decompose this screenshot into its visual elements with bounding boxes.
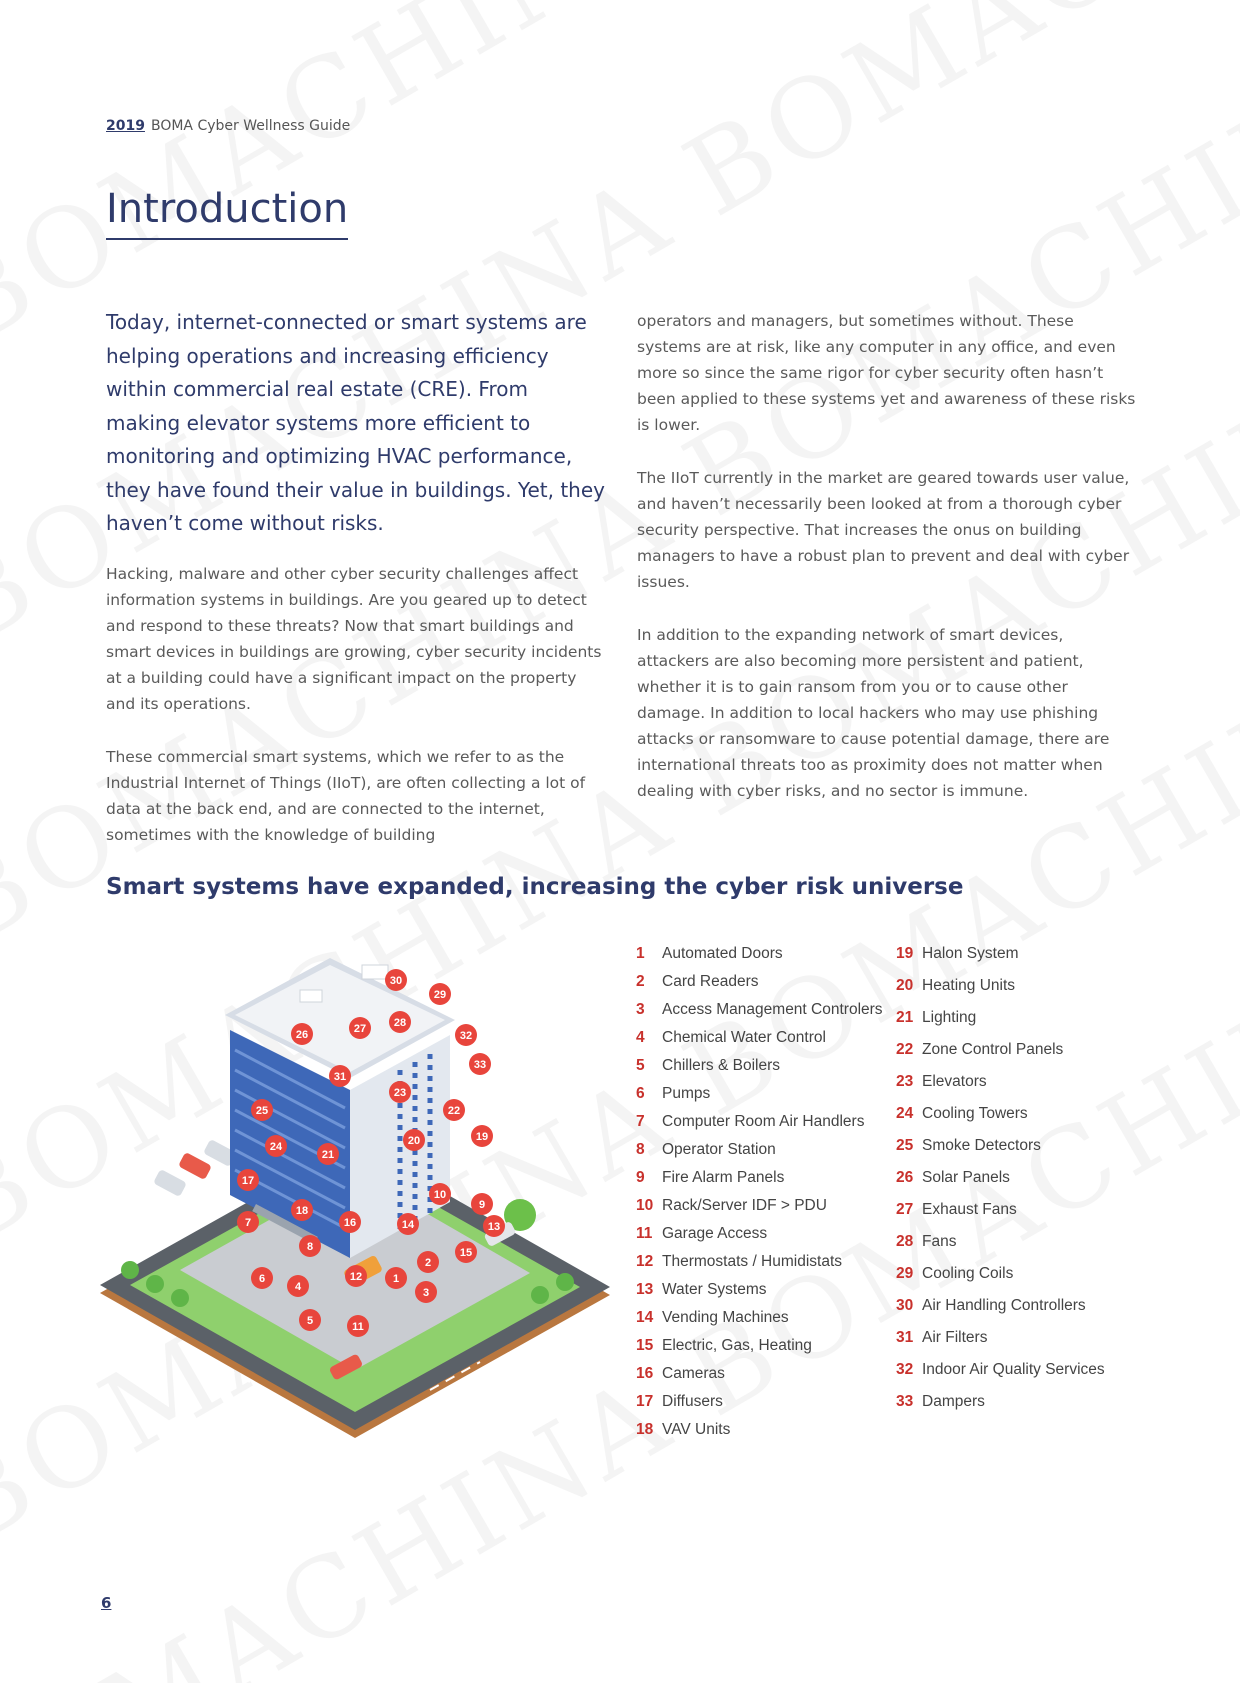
svg-text:22: 22 [447,1105,461,1117]
legend-item [636,973,883,1001]
legend-item [896,1201,1105,1233]
page-number: 6 [101,1594,112,1612]
car-icon [153,1169,187,1197]
legend-item [636,1169,883,1197]
legend-item [896,1073,1105,1105]
marker-5 [299,1309,321,1331]
legend-item [636,1393,883,1421]
legend-number: 32 [896,1361,914,1378]
legend-number: 5 [636,1057,645,1074]
legend-column-1 [636,945,883,1449]
smart-building-illustration [100,940,630,1440]
legend-item [636,1001,883,1029]
svg-text:15: 15 [459,1247,473,1259]
legend-column-2 [896,945,1105,1425]
marker-22 [443,1099,465,1121]
section-title: Smart systems have expanded, increasing the cyber risk universe [106,874,964,900]
marker-21 [317,1143,339,1165]
marker-25 [251,1099,273,1121]
legend-label: Exhaust Fans [922,1201,1017,1218]
svg-text:17: 17 [241,1175,255,1187]
legend-item [636,1365,883,1393]
running-header [106,118,350,134]
svg-text:13: 13 [487,1221,501,1233]
marker-11 [347,1315,369,1337]
legend-number: 25 [896,1137,914,1154]
marker-27 [349,1017,371,1039]
marker-9 [471,1193,493,1215]
svg-text:33: 33 [473,1059,487,1071]
legend-item [896,1233,1105,1265]
marker-30 [385,969,407,991]
svg-text:9: 9 [478,1199,486,1211]
svg-text:7: 7 [244,1217,252,1229]
legend-item [636,1029,883,1057]
legend-label: Zone Control Panels [922,1041,1064,1058]
svg-text:6: 6 [258,1273,266,1285]
svg-text:3: 3 [422,1287,430,1299]
legend-number: 27 [896,1201,914,1218]
tree-icon [146,1275,164,1293]
tree-icon [121,1261,139,1279]
legend-number: 22 [896,1041,914,1058]
legend-label: Air Handling Controllers [922,1297,1086,1314]
legend-label: Halon System [922,945,1019,962]
legend-number: 28 [896,1233,914,1250]
roof-unit [362,965,388,979]
car-icon [178,1152,212,1180]
legend-label: Operator Station [662,1141,776,1158]
legend-label: Indoor Air Quality Services [922,1361,1105,1378]
svg-text:14: 14 [401,1219,415,1231]
marker-14 [397,1213,419,1235]
svg-text:25: 25 [255,1105,269,1117]
marker-10 [429,1183,451,1205]
svg-text:23: 23 [393,1087,407,1099]
svg-text:30: 30 [389,975,403,987]
legend-item [636,1141,883,1169]
marker-32 [455,1024,477,1046]
page-title: Introduction [106,186,348,240]
legend-label: Automated Doors [662,945,783,962]
svg-text:2: 2 [424,1257,432,1269]
marker-26 [291,1023,313,1045]
legend-label: Cooling Towers [922,1105,1028,1122]
legend-label: Card Readers [662,973,759,990]
svg-text:19: 19 [475,1131,489,1143]
svg-text:8: 8 [306,1241,314,1253]
legend-label: Vending Machines [662,1309,789,1326]
intro-lead: Today, internet-connected or smart systems are helping operations and increasing efficiency within commercial real estate (CRE). From making elevator systems more efficient to monitoring and optimizing HVAC performance, they have found their value in buildings. Yet, they haven’t come without risks. [106,310,605,535]
legend-item [636,1113,883,1141]
marker-12 [345,1265,367,1287]
marker-29 [429,983,451,1005]
legend-number: 3 [636,1001,645,1018]
legend-item [896,977,1105,1009]
marker-2 [417,1251,439,1273]
legend-number: 2 [636,973,645,990]
legend-item [896,1009,1105,1041]
marker-8 [299,1235,321,1257]
marker-18 [291,1199,313,1221]
legend-item [896,1265,1105,1297]
legend-item [896,1393,1105,1425]
legend-label: Pumps [662,1085,711,1102]
svg-text:20: 20 [407,1135,421,1147]
legend-label: Heating Units [922,977,1016,994]
legend-label: Thermostats / Humidistats [662,1253,843,1270]
legend-label: Computer Room Air Handlers [662,1113,865,1130]
legend-label: Dampers [922,1393,985,1410]
marker-19 [471,1125,493,1147]
svg-text:27: 27 [353,1023,367,1035]
legend-number: 8 [636,1141,645,1158]
marker-16 [339,1211,361,1233]
marker-1 [385,1267,407,1289]
legend-item [636,1197,883,1225]
marker-23 [389,1081,411,1103]
marker-20 [403,1129,425,1151]
legend-item [896,1137,1105,1169]
legend-number: 7 [636,1113,645,1130]
header-title: BOMA Cyber Wellness Guide [150,118,351,134]
svg-text:31: 31 [333,1071,347,1083]
legend-number: 16 [636,1365,654,1382]
legend-number: 12 [636,1253,654,1270]
header-year: 2019 [106,118,145,134]
marker-13 [483,1215,505,1237]
legend-number: 31 [896,1329,914,1346]
legend-number: 19 [896,945,914,962]
legend-label: Diffusers [662,1393,723,1410]
svg-text:5: 5 [306,1315,314,1327]
svg-text:4: 4 [294,1281,302,1293]
legend-number: 23 [896,1073,914,1090]
svg-text:18: 18 [295,1205,309,1217]
legend-number: 24 [896,1105,914,1122]
legend-label: Chillers & Boilers [662,1057,781,1074]
svg-text:28: 28 [393,1017,407,1029]
legend-item [896,945,1105,977]
intro-paragraph: These commercial smart systems, which we refer to as the Industrial Internet of Things (IIoT), are often collecting a lot of data at the back end, and are connected to the internet, sometimes with the knowledge of building [106,747,586,844]
legend-number: 4 [636,1029,645,1046]
legend-number: 21 [896,1009,914,1026]
intro-left-column [106,306,606,875]
legend-number: 14 [636,1309,654,1326]
legend-item [636,1057,883,1085]
legend-label: Lighting [922,1009,977,1026]
legend-item [636,1253,883,1281]
marker-28 [389,1011,411,1033]
legend-item [636,1337,883,1365]
marker-7 [237,1211,259,1233]
legend-label: Access Management Controlers [662,1001,883,1018]
svg-text:11: 11 [352,1321,364,1333]
legend-label: Water Systems [662,1281,767,1298]
legend-item [896,1329,1105,1361]
legend-number: 29 [896,1265,914,1282]
legend-item [636,1085,883,1113]
legend-number: 33 [896,1393,914,1410]
svg-text:12: 12 [349,1271,363,1283]
legend-label: Fire Alarm Panels [662,1169,785,1186]
legend-item [636,1309,883,1337]
marker-24 [265,1135,287,1157]
legend-label: Rack/Server IDF > PDU [662,1197,827,1214]
marker-33 [469,1053,491,1075]
intro-right-column [637,308,1137,831]
legend-label: Elevators [922,1073,987,1090]
legend-number: 9 [636,1169,645,1186]
marker-17 [237,1169,259,1191]
svg-text:21: 21 [321,1149,335,1161]
marker-4 [287,1275,309,1297]
legend-item [636,1225,883,1253]
legend-number: 10 [636,1197,654,1214]
legend-number: 1 [636,945,645,962]
legend-item [636,1421,883,1449]
marker-6 [251,1267,273,1289]
legend-item [896,1105,1105,1137]
legend-label: Air Filters [922,1329,988,1346]
legend-number: 11 [636,1225,653,1242]
tree-icon [531,1286,549,1304]
svg-text:10: 10 [433,1189,447,1201]
legend-label: Cooling Coils [922,1265,1014,1282]
legend-number: 17 [636,1393,654,1410]
intro-paragraph: Hacking, malware and other cyber security challenges affect information systems in buildings. Are you geared up to detect and respond to these threats? Now that smart buildings and smart devices in buildings are growing, cyber security incidents at a building could have a significant impact on the property and its operations. [106,564,602,713]
legend-number: 20 [896,977,914,994]
svg-text:1: 1 [392,1273,400,1285]
marker-31 [329,1065,351,1087]
legend-label: Cameras [662,1365,725,1382]
tree-icon [171,1289,189,1307]
legend-label: Garage Access [662,1225,768,1242]
marker-3 [415,1281,437,1303]
legend-item [636,1281,883,1309]
intro-paragraph: The IIoT currently in the market are geared towards user value, and haven’t necessarily been looked at from a thorough cyber security perspective. That increases the onus on building managers to have a robust plan to prevent and deal with cyber issues. [637,469,1130,591]
legend-item [896,1297,1105,1329]
intro-paragraph: In addition to the expanding network of smart devices, attackers are also becoming more persistent and patient, whether it is to gain ransom from you or to cause other damage. In addition to local hackers who may use phishing attacks or ransomware to cause potential damage, there are international threats too as proximity does not matter when dealing with cyber risks, and no sector is immune. [637,626,1110,800]
legend-label: Fans [922,1233,957,1250]
legend-number: 13 [636,1281,654,1298]
roof-unit [300,990,322,1002]
legend-label: Chemical Water Control [662,1029,826,1046]
svg-text:24: 24 [269,1141,283,1153]
svg-text:32: 32 [459,1030,473,1042]
intro-paragraph: operators and managers, but sometimes without. These systems are at risk, like any computer in any office, and even more so since the same rigor for cyber security often hasn’t been applied to these systems yet and awareness of these risks is lower. [637,312,1136,434]
legend-item [896,1361,1105,1393]
tree-icon [556,1273,574,1291]
legend-label: Smoke Detectors [922,1137,1041,1154]
svg-text:29: 29 [433,989,447,1001]
legend-item [896,1169,1105,1201]
legend-number: 15 [636,1337,654,1354]
legend-label: Solar Panels [922,1169,1010,1186]
legend-item [636,945,883,973]
legend-number: 6 [636,1085,645,1102]
legend-label: VAV Units [662,1421,731,1438]
legend-number: 26 [896,1169,914,1186]
svg-text:26: 26 [295,1029,309,1041]
legend-number: 18 [636,1421,654,1438]
svg-text:16: 16 [343,1217,357,1229]
marker-15 [455,1241,477,1263]
legend-number: 30 [896,1297,914,1314]
legend-item [896,1041,1105,1073]
legend-label: Electric, Gas, Heating [662,1337,812,1354]
